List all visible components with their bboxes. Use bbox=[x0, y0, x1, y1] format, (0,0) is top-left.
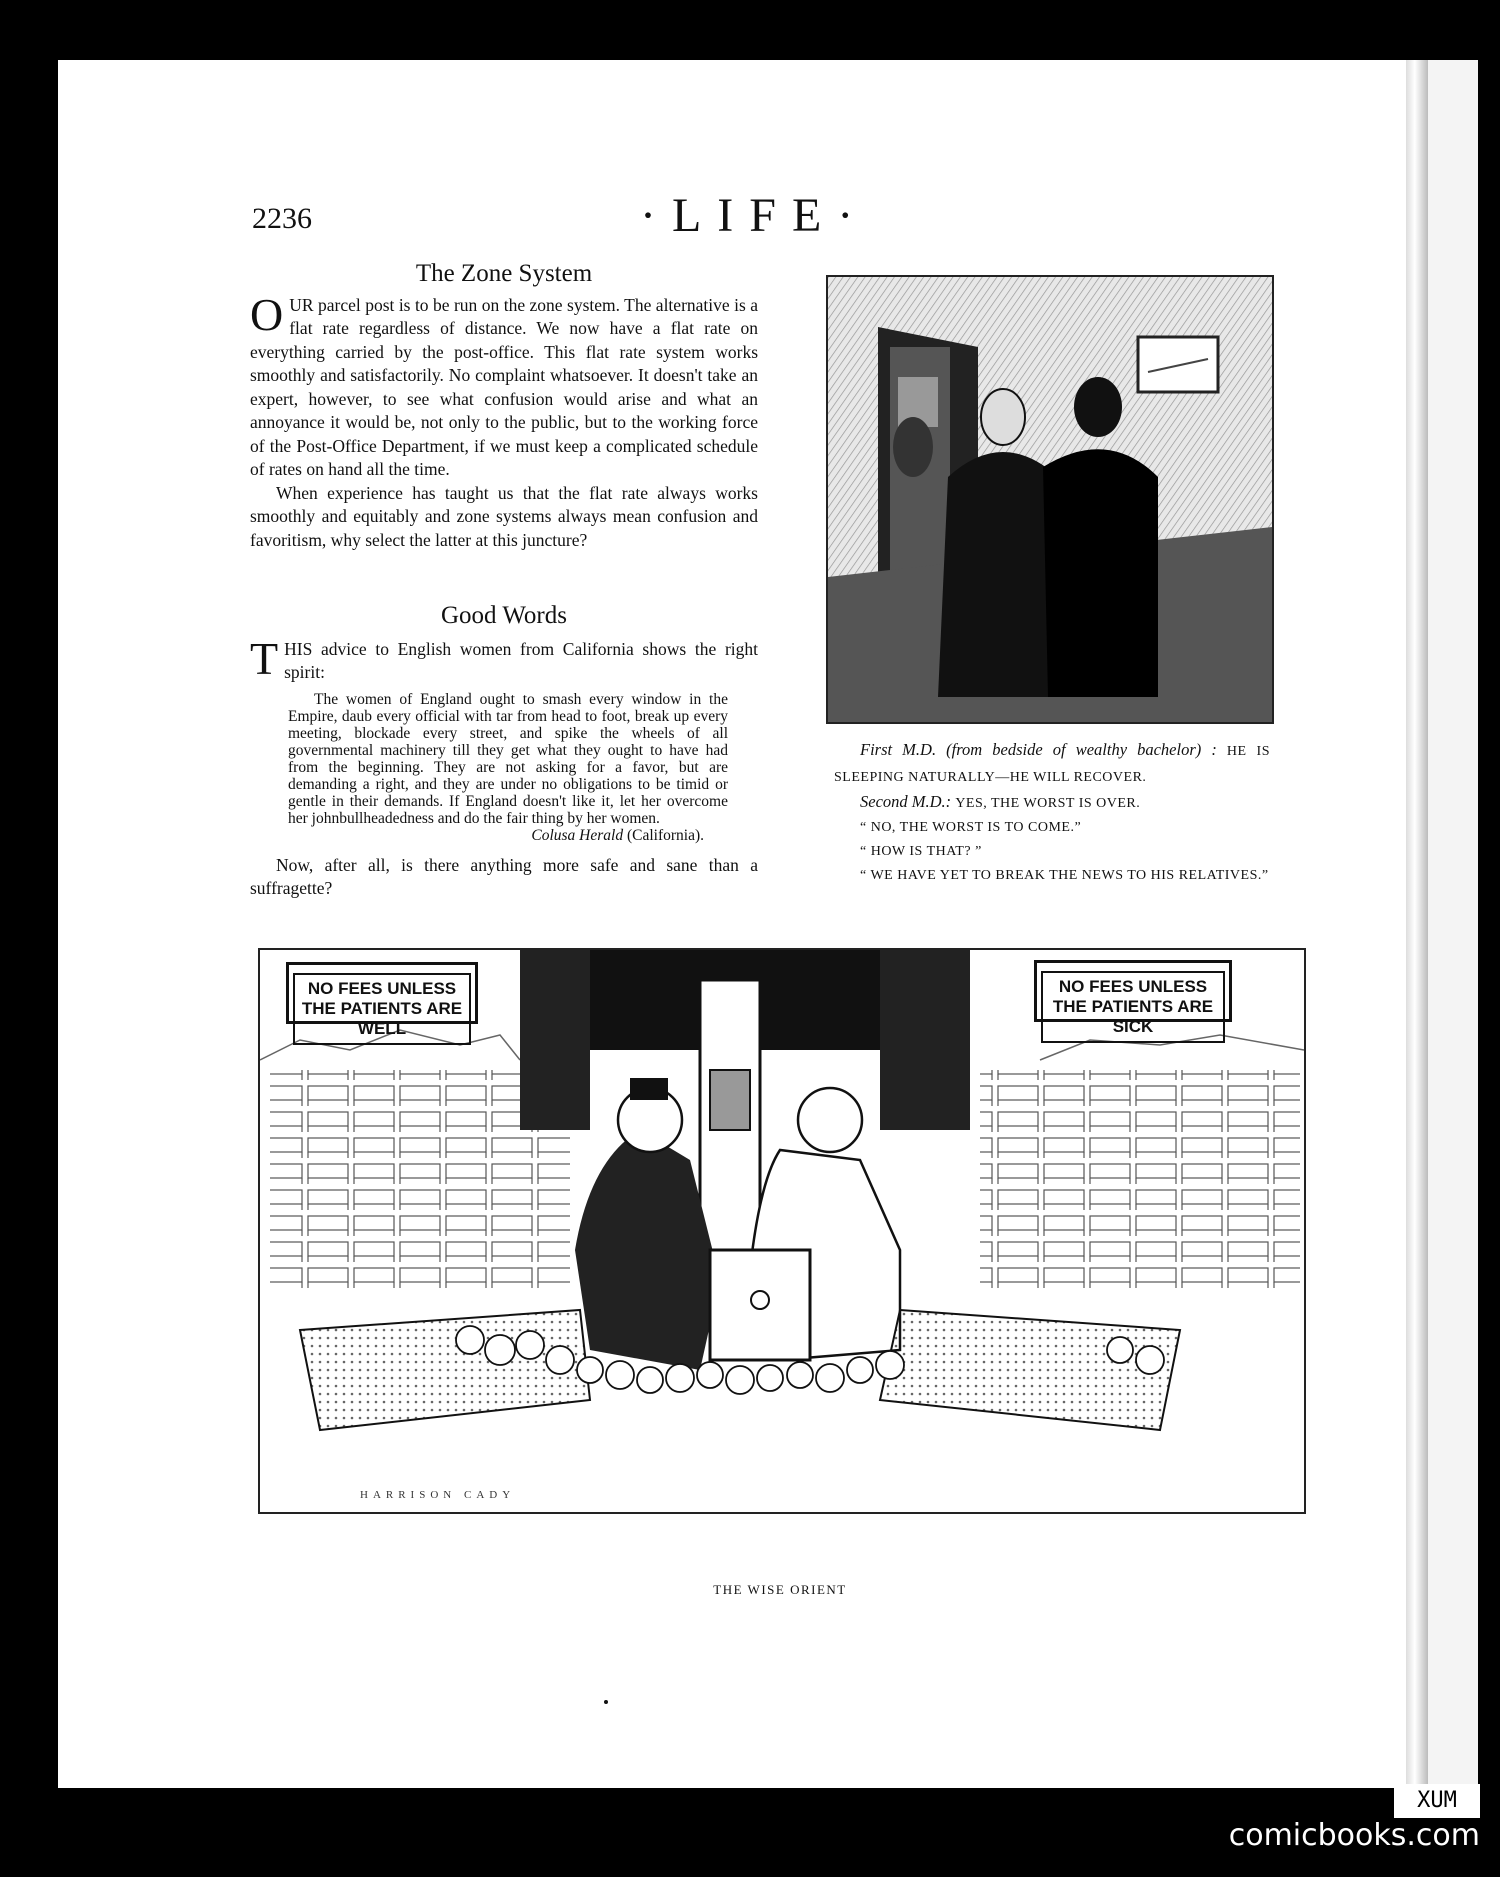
zone-system-para1: OUR parcel post is to be run on the zone system. The alternative is a flat rate regardless of distance. We now have a flat rate on everything carried by the post-office. This flat rate system works smoothly and satisfactorily. No complaint whatsoever. It doesn't take an expert, however, to see what confusion would arise and what an annoyance it would be, not only to the public, but to the working force of the Post-Office Department, if we must keep a complicated schedule of rates on hand all the time. bbox=[250, 288, 758, 479]
sign-right: NO FEES UNLESS THE PATIENTS ARE SICK bbox=[1034, 960, 1232, 1022]
caption-line2: YES, THE WORST IS OVER. bbox=[955, 796, 1141, 811]
dropcap-o: O bbox=[250, 288, 284, 340]
caption-line4: “ HOW IS THAT? ” bbox=[860, 844, 982, 859]
good-words-quote: The women of England ought to smash every window in the Empire, daub every official with tar from head to foot, break up every meeting, blockade every street, and spike the wheels of all governmental machinery till they get what they ought to have had from the beginning. They are not asking for a favor, but are demanding a right, and they are under no obligations to be timid or gentle in their demands. If England doesn't like it, let her overcome her johnbullheadedness and do the fair thing by her women. Colusa Herald (California). bbox=[288, 690, 728, 844]
xum-badge: XUM bbox=[1394, 1784, 1480, 1818]
zone-system-article bbox=[250, 262, 758, 552]
artist-signature: HARRISON CADY bbox=[360, 1489, 516, 1501]
zone-system-para2: When experience has taught us that the flat rate always works smoothly and equitably and zone systems always mean confusion and favoritism, why select the latter at this juncture? bbox=[250, 482, 758, 550]
caption-line5: “ WE HAVE YET TO BREAK THE NEWS TO HIS RELATIVES.” bbox=[860, 868, 1269, 883]
page-dot bbox=[604, 1700, 608, 1704]
caption-line3: “ NO, THE WORST IS TO COME.” bbox=[860, 820, 1082, 835]
masthead: ·LIFE· bbox=[640, 189, 870, 242]
page-edge bbox=[1406, 60, 1428, 1788]
caption-speaker2: Second M.D.: bbox=[860, 792, 952, 811]
watermark: comicbooks.com bbox=[1228, 1818, 1480, 1853]
caption-speaker1: First M.D. (from bedside of wealthy bachelor) : bbox=[860, 740, 1217, 759]
zone-system-title: The Zone System bbox=[415, 260, 593, 287]
good-words-title: Good Words bbox=[440, 602, 567, 629]
caption-line1: HE IS SLEEPING NATURALLY—HE WILL RECOVER. bbox=[834, 744, 1270, 785]
good-words-intro: THIS advice to English women from California shows the right spirit: bbox=[250, 632, 758, 684]
wise-orient-cartoon bbox=[258, 948, 1306, 1514]
doctors-caption bbox=[834, 738, 1270, 888]
good-words-closing: Now, after all, is there anything more safe and sane than a suffragette? bbox=[250, 854, 758, 898]
quote-source: Colusa Herald (California). bbox=[531, 826, 704, 844]
good-words-article bbox=[250, 604, 758, 901]
sign-left: NO FEES UNLESS THE PATIENTS ARE WELL bbox=[286, 962, 478, 1024]
dropcap-t: T bbox=[250, 632, 279, 684]
wise-orient-caption: THE WISE ORIENT bbox=[713, 1582, 847, 1597]
adjacent-page bbox=[1428, 60, 1478, 1788]
doctors-drawing bbox=[828, 277, 1272, 722]
doctors-illustration bbox=[826, 275, 1274, 724]
page-number: 2236 bbox=[252, 202, 312, 235]
